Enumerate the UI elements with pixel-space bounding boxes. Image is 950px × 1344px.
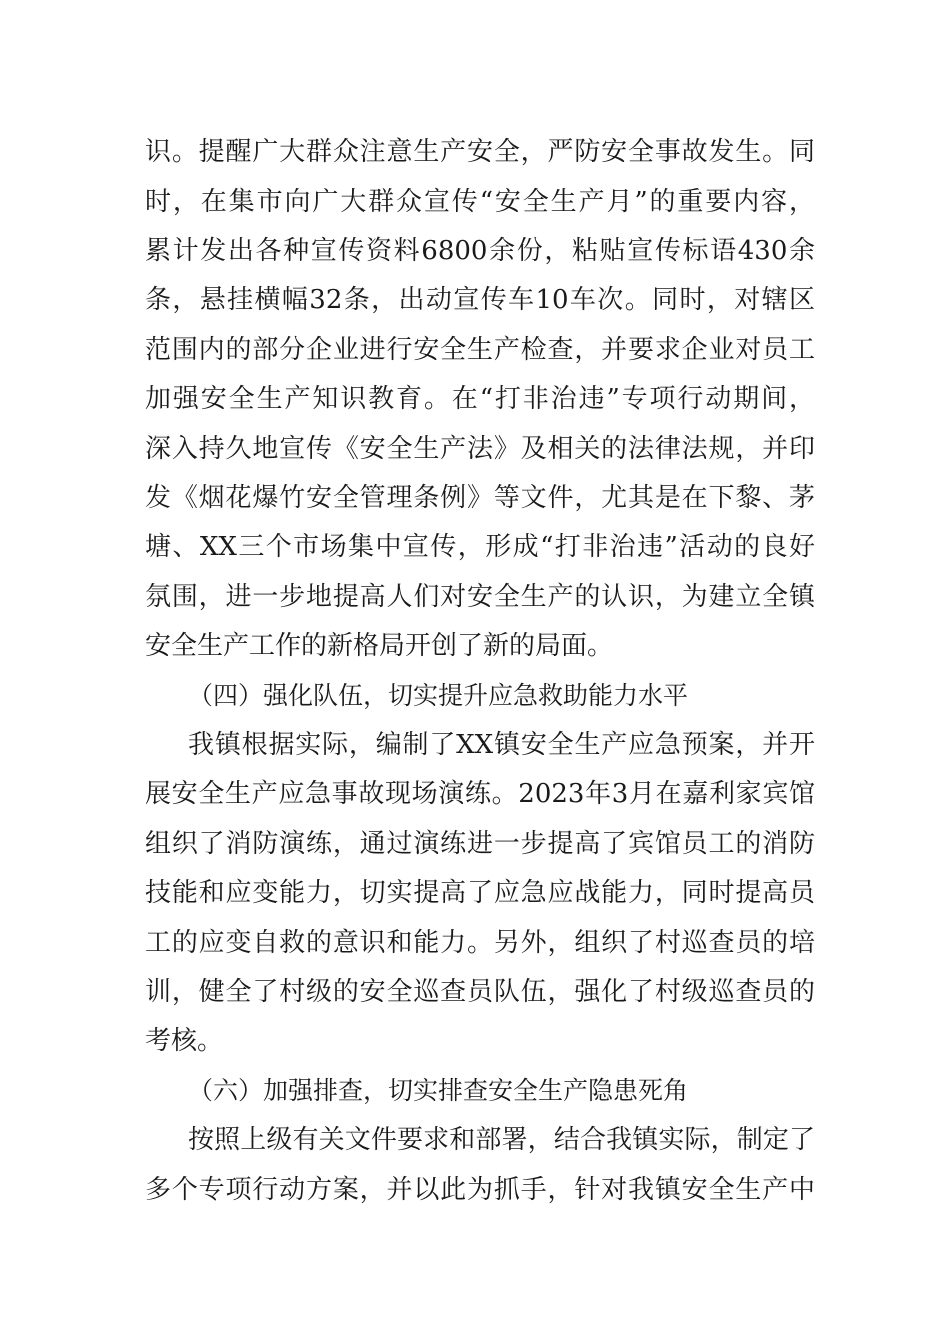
paragraph-1-line-4: 条，悬挂横幅32条，出动宣传车10车次。同时，对辖区 bbox=[145, 285, 815, 315]
paragraph-2-line-5: 工的应变自救的意识和能力。另外，组织了村巡查员的培 bbox=[145, 928, 815, 958]
paragraph-1-line-11: 安全生产工作的新格局开创了新的局面。 bbox=[145, 631, 614, 661]
section-heading-6: （六）加强排查，切实排查安全生产隐患死角 bbox=[188, 1076, 689, 1105]
paragraph-1-line-8: 发《烟花爆竹安全管理条例》等文件，尤其是在下黎、茅 bbox=[145, 483, 815, 513]
paragraph-1-line-3: 累计发出各种宣传资料6800余份，粘贴宣传标语430余 bbox=[145, 236, 815, 266]
paragraph-2-line-1: 我镇根据实际，编制了XX镇安全生产应急预案，并开 bbox=[188, 730, 815, 760]
paragraph-1-line-1: 识。提醒广大群众注意生产安全，严防安全事故发生。同 bbox=[145, 137, 815, 167]
paragraph-2-line-4: 技能和应变能力，切实提高了应急应战能力，同时提高员 bbox=[145, 878, 815, 908]
paragraph-1-line-6: 加强安全生产知识教育。在“打非治违”专项行动期间， bbox=[145, 384, 815, 414]
paragraph-2-line-6: 训，健全了村级的安全巡查员队伍，强化了村级巡查员的 bbox=[145, 977, 815, 1007]
paragraph-2-line-2: 展安全生产应急事故现场演练。2023年3月在嘉利家宾馆 bbox=[145, 779, 815, 809]
paragraph-3-line-2: 多个专项行动方案，并以此为抓手，针对我镇安全生产中 bbox=[145, 1175, 815, 1205]
paragraph-2-line-3: 组织了消防演练，通过演练进一步提高了宾馆员工的消防 bbox=[145, 829, 815, 859]
paragraph-1-line-7: 深入持久地宣传《安全生产法》及相关的法律法规，并印 bbox=[145, 434, 815, 464]
paragraph-1-line-5: 范围内的部分企业进行安全生产检查，并要求企业对员工 bbox=[145, 335, 815, 365]
paragraph-1-line-9: 塘、XX三个市场集中宣传，形成“打非治违”活动的良好 bbox=[145, 532, 815, 562]
section-heading-4: （四）强化队伍，切实提升应急救助能力水平 bbox=[188, 681, 689, 710]
paragraph-1-line-2: 时，在集市向广大群众宣传“安全生产月”的重要内容， bbox=[145, 187, 815, 217]
paragraph-2-line-7: 考核。 bbox=[145, 1026, 224, 1056]
paragraph-1-line-10: 氛围，进一步地提高人们对安全生产的认识，为建立全镇 bbox=[145, 582, 815, 612]
paragraph-3-line-1: 按照上级有关文件要求和部署，结合我镇实际，制定了 bbox=[188, 1125, 815, 1155]
